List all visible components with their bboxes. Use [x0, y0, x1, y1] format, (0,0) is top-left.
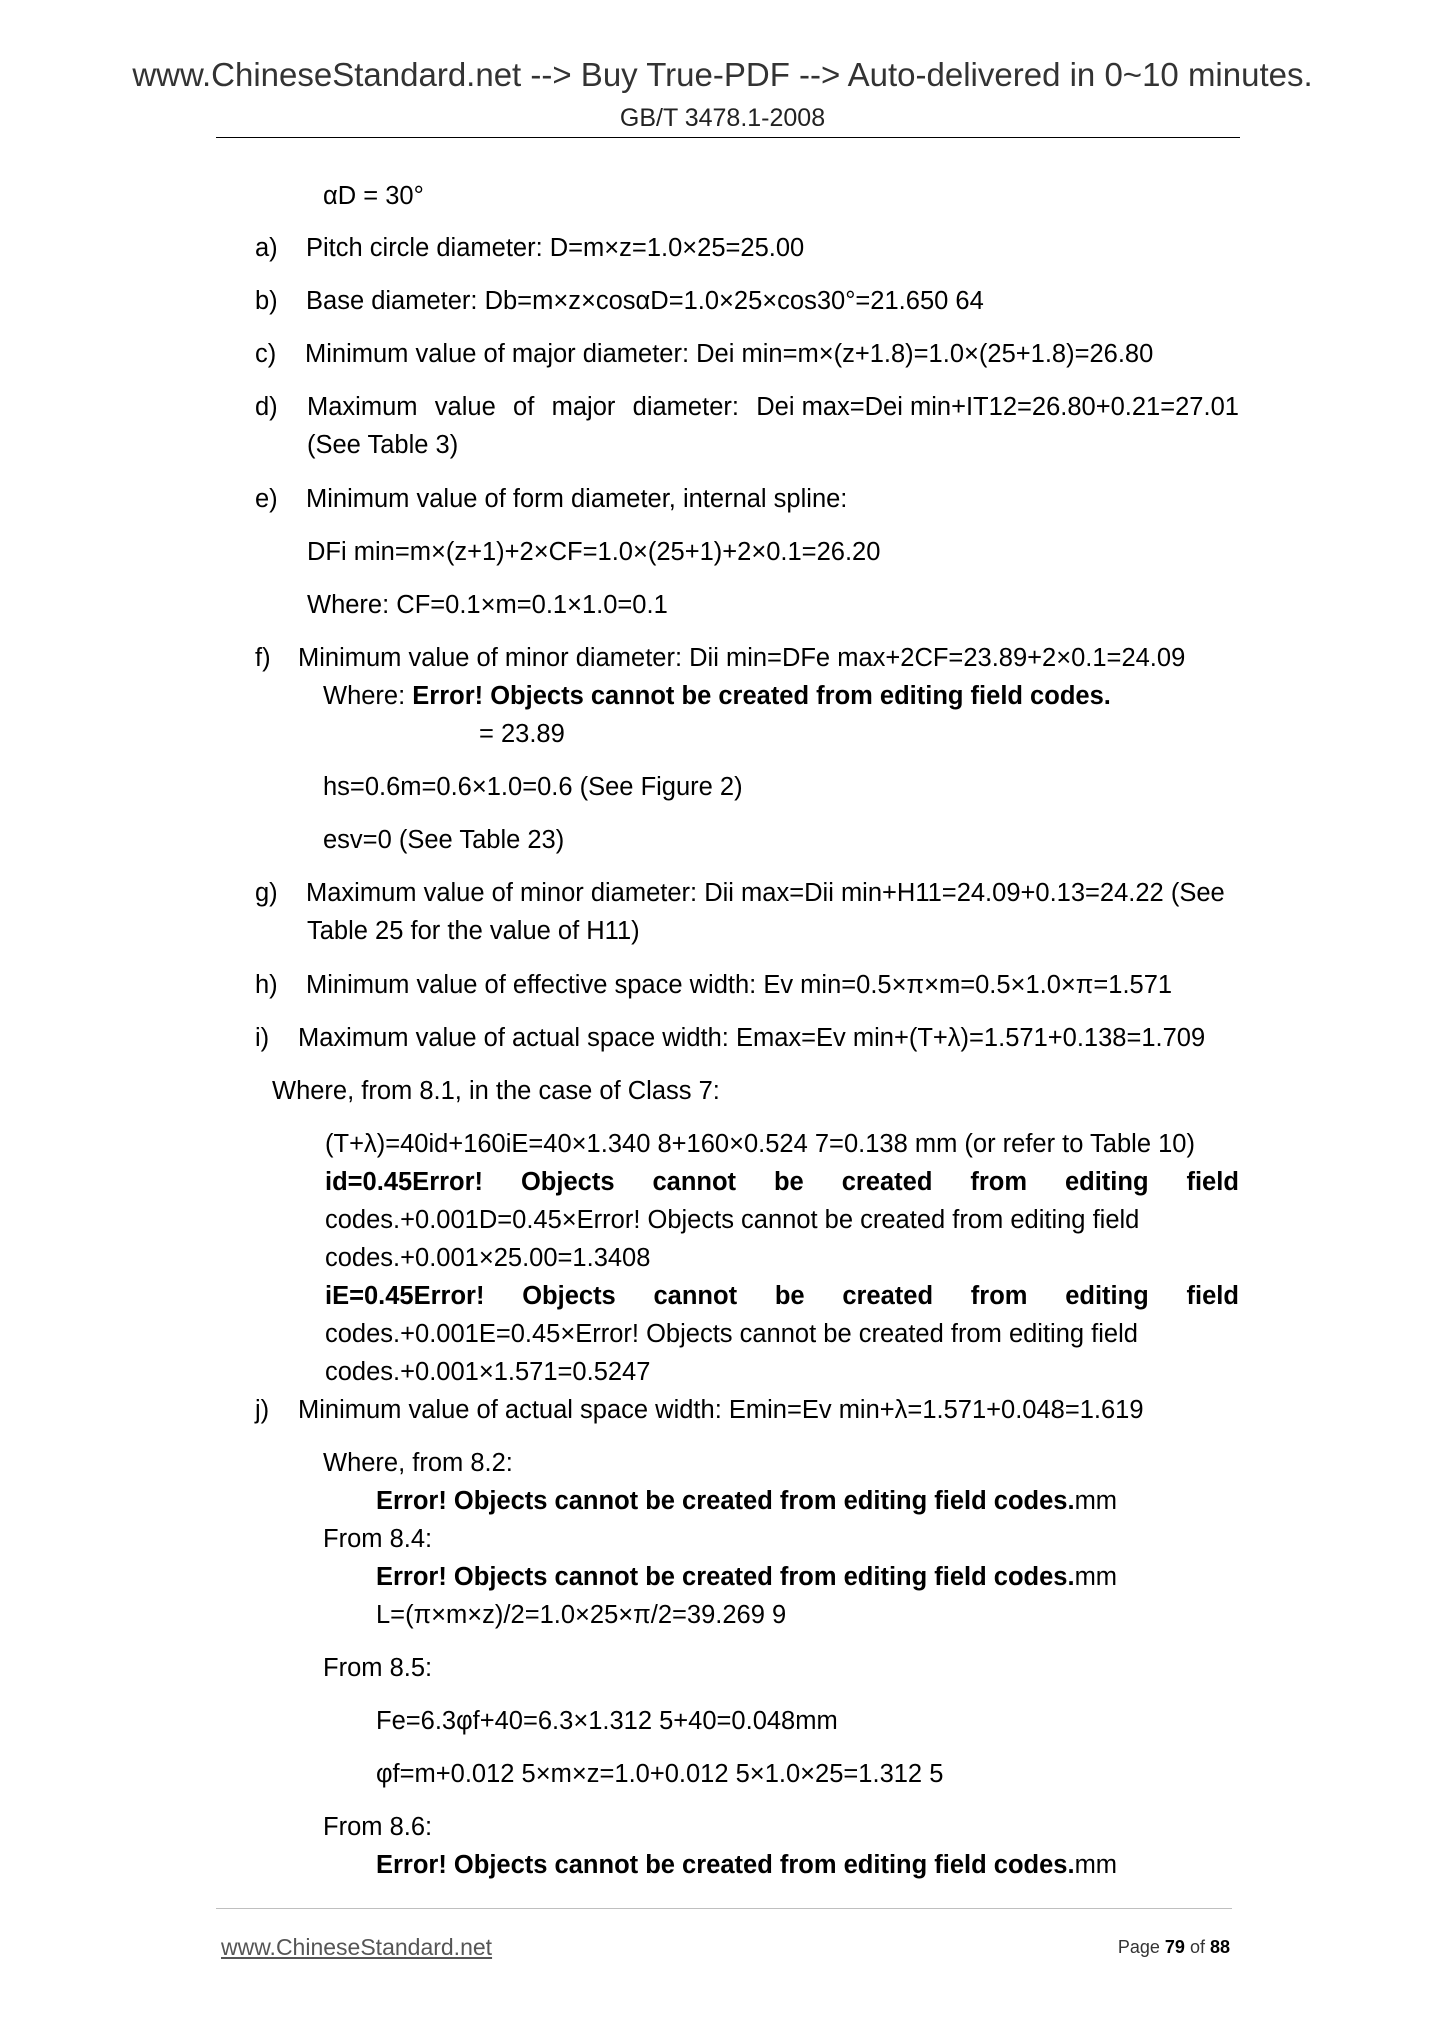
word: editing [1064, 1168, 1149, 1196]
item-h-label: h) [255, 971, 278, 999]
where-8-2: Where, from 8.2: [323, 1449, 513, 1477]
field-error: Error! Objects cannot be created from editing field codes. [376, 1851, 1075, 1879]
item-c: Minimum value of major diameter: Dei min=m×(z+1.8)=1.0×(25+1.8)=26.80 [305, 340, 1154, 368]
word: field [1186, 1168, 1239, 1196]
word: of [513, 393, 535, 421]
page-number [1044, 1937, 1230, 1958]
word: be [774, 1282, 805, 1310]
word: Maximum [307, 393, 418, 421]
word: iE=0.45Error! [325, 1282, 485, 1310]
where-8-1: Where, from 8.1, in the case of Class 7: [272, 1077, 720, 1105]
word: be [773, 1168, 804, 1196]
footer-site-link[interactable]: www.ChineseStandard.net [221, 1934, 493, 1960]
word: cannot [653, 1282, 738, 1310]
field-error: Error! Objects cannot be created from editing field codes. [412, 682, 1111, 710]
unit: mm [1074, 1563, 1118, 1591]
item-b: Base diameter: Db=m×z×cosαD=1.0×25×cos30°=21.650 64 [306, 287, 984, 315]
fe-formula: Fe=6.3φf+40=6.3×1.312 5+40=0.048mm [376, 1707, 838, 1735]
item-f-eq: = 23.89 [479, 720, 565, 748]
footer-rule [216, 1908, 1232, 1909]
word: major [551, 393, 616, 421]
item-j: Minimum value of actual space width: Emin=Ev min+λ=1.571+0.048=1.619 [298, 1396, 1144, 1424]
item-h: Minimum value of effective space width: Ev min=0.5×π×m=0.5×1.0×π=1.571 [306, 971, 1173, 999]
page-mid: of [1184, 1937, 1210, 1957]
item-g-label: g) [255, 879, 278, 907]
ie-line2: codes.+0.001E=0.45×Error! Objects cannot be created from editing field [325, 1320, 1138, 1348]
banner-link[interactable]: www.ChineseStandard.net --> Buy True-PDF --> Auto-delivered in 0~10 minutes. [132, 56, 1313, 93]
item-e-formula: DFi min=m×(z+1)+2×CF=1.0×(25+1)+2×0.1=26.20 [307, 538, 881, 566]
item-a-label: a) [255, 234, 278, 262]
unit: mm [1074, 1851, 1118, 1879]
field-error-line [376, 1850, 1117, 1880]
item-j-label: j) [255, 1396, 270, 1424]
page-total: 88 [1209, 1937, 1230, 1957]
page-prefix: Page [1117, 1937, 1165, 1957]
field-error-line [376, 1486, 1117, 1516]
item-g-line2: Table 25 for the value of H11) [307, 917, 640, 945]
word: Dei max=Dei min+IT12=26.80+0.21=27.01 [756, 393, 1239, 421]
item-i: Maximum value of actual space width: Emax=Ev min+(T+λ)=1.571+0.138=1.709 [298, 1024, 1206, 1052]
word: id=0.45Error! [325, 1168, 484, 1196]
item-f-esv: esv=0 (See Table 23) [323, 826, 565, 854]
item-g: Maximum value of minor diameter: Dii max=Dii min+H11=24.09+0.13=24.22 (See [306, 879, 1225, 907]
item-d-line1 [307, 392, 1239, 422]
word: Objects [522, 1282, 616, 1310]
word: Objects [520, 1168, 615, 1196]
item-d-label: d) [255, 393, 278, 421]
from-8-4: From 8.4: [323, 1525, 433, 1553]
word: from [970, 1168, 1028, 1196]
item-b-label: b) [255, 287, 278, 315]
field-error-line [376, 1562, 1117, 1592]
item-f-where [323, 681, 1111, 711]
ie-line1 [325, 1281, 1239, 1311]
item-e: Minimum value of form diameter, internal spline: [306, 485, 848, 513]
header-rule [216, 137, 1240, 138]
page-current: 79 [1164, 1937, 1185, 1957]
item-c-label: c) [255, 340, 277, 368]
item-f-hs: hs=0.6m=0.6×1.0=0.6 (See Figure 2) [323, 773, 743, 801]
alpha-line: αD = 30° [323, 182, 424, 210]
length-formula: L=(π×m×z)/2=1.0×25×π/2=39.269 9 [376, 1601, 787, 1629]
field-error: Error! Objects cannot be created from editing field codes. [376, 1487, 1075, 1515]
word: editing [1065, 1282, 1149, 1310]
item-a: Pitch circle diameter: D=m×z=1.0×25=25.00 [306, 234, 805, 262]
item-e-where: Where: CF=0.1×m=0.1×1.0=0.1 [307, 591, 668, 619]
from-8-5: From 8.5: [323, 1654, 433, 1682]
from-8-6: From 8.6: [323, 1813, 433, 1841]
item-i-label: i) [255, 1024, 270, 1052]
phi-formula: φf=m+0.012 5×m×z=1.0+0.012 5×1.0×25=1.312 5 [376, 1760, 944, 1788]
where-text: Where: [323, 682, 413, 710]
word: diameter: [632, 393, 739, 421]
item-f-label: f) [255, 644, 271, 672]
unit: mm [1074, 1487, 1118, 1515]
item-f: Minimum value of minor diameter: Dii min=DFe max+2CF=23.89+2×0.1=24.09 [298, 644, 1186, 672]
id-line2: codes.+0.001D=0.45×Error! Objects cannot be created from editing field [325, 1206, 1140, 1234]
ie-line3: codes.+0.001×1.571=0.5247 [325, 1358, 651, 1386]
word: created [841, 1168, 933, 1196]
word: value [434, 393, 496, 421]
item-d-line2: (See Table 3) [307, 431, 459, 459]
id-line1 [325, 1167, 1239, 1197]
standard-number: GB/T 3478.1-2008 [619, 104, 826, 132]
item-e-label: e) [255, 485, 278, 513]
word: from [970, 1282, 1028, 1310]
word: cannot [652, 1168, 737, 1196]
t-lambda-formula: (T+λ)=40id+160iE=40×1.340 8+160×0.524 7=0.138 mm (or refer to Table 10) [325, 1130, 1195, 1158]
word: created [842, 1282, 934, 1310]
word: field [1186, 1282, 1239, 1310]
field-error: Error! Objects cannot be created from editing field codes. [376, 1563, 1075, 1591]
id-line3: codes.+0.001×25.00=1.3408 [325, 1244, 651, 1272]
